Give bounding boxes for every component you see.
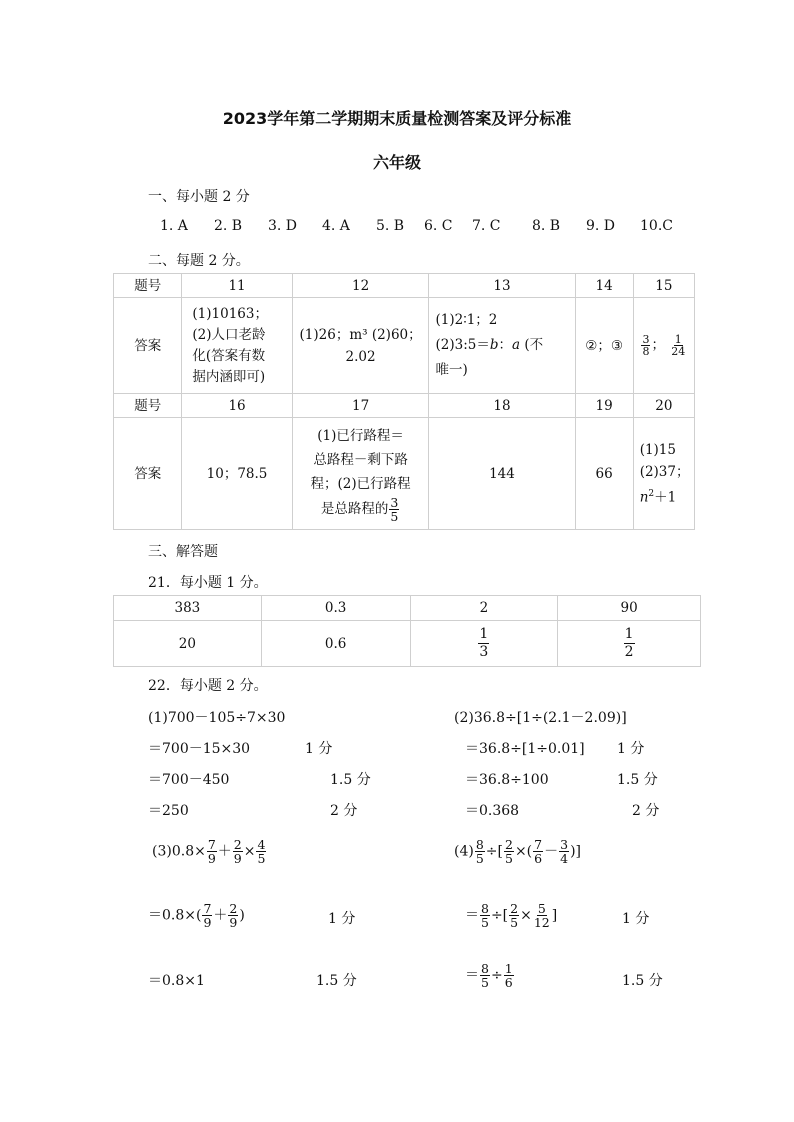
expr-text: )] — [570, 843, 581, 860]
answer-19: 66 — [575, 418, 633, 530]
expr-text: ] — [551, 907, 558, 924]
variable-n: n — [639, 489, 649, 506]
table-cell: 90 — [558, 596, 701, 621]
fraction: $\frac{7}{9}$ — [207, 837, 216, 866]
fraction: $\frac{2}{9}$ — [233, 837, 242, 866]
answer-3: 3. D — [268, 218, 298, 234]
operator: ÷[ — [490, 907, 509, 924]
answer-18: 144 — [429, 418, 575, 530]
operator: － — [544, 843, 559, 860]
problem-1-score: 2 分 — [330, 803, 358, 819]
exponent: 2 — [648, 488, 655, 499]
fraction: $\frac{1}{24}$ — [671, 333, 686, 358]
section3-heading: 三、解答题 — [148, 544, 218, 560]
answer-8: 8. B — [532, 218, 561, 234]
expr-text: (4) — [454, 843, 474, 860]
problem-2-line: (2)36.8÷[1÷(2.1－2.09)] — [454, 710, 627, 726]
answer-line: (1)26；m³ (2)60； — [299, 326, 422, 343]
table-row — [114, 298, 695, 394]
question-number: 13 — [429, 274, 575, 298]
answer-line: (1)2∶1；2 — [435, 312, 498, 328]
answer-text: (2)3:5＝ — [435, 337, 490, 353]
expr-text: ＝ — [465, 967, 479, 984]
answer-line: (2)人口老龄 — [192, 326, 266, 343]
operator: × — [243, 843, 256, 860]
problem-2-score: 1.5 分 — [617, 772, 658, 788]
problem-1-score: 1 分 — [305, 741, 333, 757]
fraction: $\frac{1}{6}$ — [504, 961, 513, 990]
problem-3-line: ＝0.8×1 — [148, 973, 205, 989]
problem-3-line — [152, 838, 267, 865]
problem-3-line — [148, 902, 245, 929]
answer-line: (1)已行路程＝ — [317, 428, 404, 444]
question-number: 11 — [182, 274, 292, 298]
fraction: $\frac{4}{5}$ — [257, 837, 266, 866]
operator: ÷ — [490, 967, 503, 984]
document-title: 2023学年第二学期期末质量检测答案及评分标准 — [222, 109, 572, 128]
question-number: 18 — [429, 394, 575, 418]
fraction: $\frac{8}{5}$ — [481, 901, 489, 930]
question-21-heading: 21．每小题 1 分。 — [148, 575, 268, 591]
answer-line: 程；(2)已行路程 — [310, 476, 411, 492]
problem-2-line: ＝36.8÷100 — [465, 772, 549, 788]
variable-b: b — [489, 337, 499, 353]
problem-3-score: 1 分 — [328, 911, 356, 927]
answer-line — [296, 496, 426, 523]
table-row — [114, 394, 695, 418]
fraction: $\frac{2}{9}$ — [229, 901, 238, 930]
table-row — [114, 418, 695, 530]
problem-4-score: 1 分 — [622, 911, 650, 927]
answer-12 — [292, 298, 429, 394]
answer-4: 4. A — [322, 218, 350, 234]
operator: ＋ — [217, 843, 232, 860]
fraction: $\frac{1}{3}$ — [479, 626, 489, 660]
fraction: $\frac{8}{5}$ — [481, 961, 489, 990]
fraction: $\frac{7}{6}$ — [534, 837, 543, 866]
problem-1-line: ＝250 — [148, 803, 189, 819]
question-number: 12 — [292, 274, 429, 298]
expr-text: ＝0.8×( — [148, 907, 202, 924]
answer-14: ②；③ — [575, 298, 633, 394]
question-number-label: 题号 — [114, 274, 182, 298]
fraction: $\frac{5}{12}$ — [533, 901, 550, 930]
problem-1-line: ＝700－450 — [148, 772, 230, 788]
question-number: 17 — [292, 394, 429, 418]
problem-3-score: 1.5 分 — [316, 973, 357, 989]
answer-11 — [182, 298, 292, 394]
answer-text: ＋1 — [654, 489, 677, 506]
fraction: $\frac{7}{9}$ — [203, 901, 212, 930]
answer-17 — [292, 418, 429, 530]
operator: ÷[ — [485, 843, 503, 860]
answer-line — [640, 483, 691, 509]
problem-4-line — [454, 838, 581, 865]
answer-20 — [633, 418, 694, 530]
fraction: $\frac{2}{5}$ — [510, 901, 519, 930]
answer-line: (2)37； — [639, 463, 690, 480]
problem-2-score: 2 分 — [632, 803, 660, 819]
section1-heading: 一、每小题 2 分 — [148, 189, 250, 205]
answer-10: 10.C — [640, 218, 673, 234]
problem-1-line: (1)700－105÷7×30 — [148, 710, 286, 726]
fraction: $\frac{3}{8}$ — [642, 333, 650, 358]
table-cell: 20 — [114, 621, 262, 667]
answer-text: 是总路程的 — [320, 501, 389, 517]
question-number: 14 — [575, 274, 633, 298]
answer-line: (1)15 — [639, 441, 676, 458]
question-number: 19 — [575, 394, 633, 418]
table-cell — [558, 621, 701, 667]
answer-5: 5. B — [376, 218, 405, 234]
answer-line: 唯一) — [435, 362, 468, 378]
table-cell: 2 — [410, 596, 558, 621]
answer-6: 6. C — [424, 218, 453, 234]
answer-line — [435, 333, 571, 358]
answer-text: (不 — [524, 337, 544, 353]
answer-line: 总路程－剩下路 — [313, 452, 408, 468]
question-number: 16 — [182, 394, 292, 418]
fraction: $\frac{1}{2}$ — [624, 626, 634, 660]
fraction: $\frac{8}{5}$ — [475, 837, 484, 866]
fraction: $\frac{2}{5}$ — [505, 837, 513, 866]
fraction: $\frac{3}{4}$ — [560, 837, 569, 866]
answer-13 — [429, 298, 575, 394]
answer-line: (1)10163； — [192, 305, 268, 322]
fraction: $\frac{3}{5}$ — [390, 495, 399, 524]
question-22-heading: 22．每小题 2 分。 — [148, 678, 268, 694]
problem-2-line: ＝36.8÷[1÷0.01] — [465, 741, 585, 757]
grade-heading: 六年级 — [372, 153, 421, 172]
fill-in-answer-table — [113, 273, 695, 530]
problem-4-line — [465, 902, 557, 929]
table-row — [114, 274, 695, 298]
answer-line: 据内涵即可) — [192, 368, 266, 385]
answer-label: 答案 — [114, 298, 182, 394]
section2-heading: 二、每题 2 分。 — [148, 253, 250, 269]
operator: ＋ — [213, 907, 228, 924]
problem-1-score: 1.5 分 — [330, 772, 371, 788]
answer-line: 化(答案有数 — [192, 347, 266, 364]
question-21-table — [113, 595, 701, 667]
answer-label: 答案 — [114, 418, 182, 530]
question-number: 20 — [633, 394, 694, 418]
question-number: 15 — [633, 274, 694, 298]
table-cell: 0.6 — [261, 621, 410, 667]
table-row — [114, 621, 701, 667]
answer-line: 2.02 — [345, 348, 376, 365]
problem-4-score: 1.5 分 — [622, 973, 663, 989]
expr-text: ) — [239, 907, 245, 924]
separator: ； — [651, 337, 665, 353]
variable-a: a — [512, 337, 521, 353]
problem-2-line: ＝0.368 — [465, 803, 520, 819]
answer-7: 7. C — [472, 218, 501, 234]
question-number-label: 题号 — [114, 394, 182, 418]
table-cell — [410, 621, 558, 667]
answer-1: 1. A — [160, 218, 188, 234]
answer-2: 2. B — [214, 218, 243, 234]
answer-9: 9. D — [586, 218, 616, 234]
table-cell: 383 — [114, 596, 262, 621]
answer-16: 10；78.5 — [182, 418, 292, 530]
problem-1-line: ＝700－15×30 — [148, 741, 251, 757]
table-row — [114, 596, 701, 621]
operator: × — [520, 907, 532, 924]
table-cell: 0.3 — [261, 596, 410, 621]
expr-text: (3)0.8× — [152, 843, 206, 860]
problem-2-score: 1 分 — [617, 741, 645, 757]
problem-4-line — [465, 962, 515, 989]
answer-15 — [633, 298, 694, 394]
operator: ×( — [514, 843, 533, 860]
expr-text: ＝ — [465, 907, 479, 924]
ratio-sign: ： — [498, 337, 512, 353]
